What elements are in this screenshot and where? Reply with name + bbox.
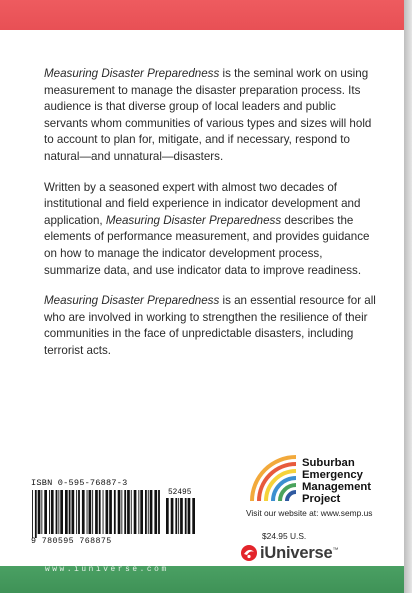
trademark-symbol: ™ bbox=[332, 547, 339, 553]
book-price: $24.95 U.S. bbox=[262, 531, 307, 541]
cover-edge-shadow bbox=[404, 0, 412, 593]
ean-barcode-bars bbox=[31, 490, 161, 538]
book-title-italic: Measuring Disaster Preparedness bbox=[105, 213, 282, 227]
semp-name-line: Emergency bbox=[302, 469, 363, 481]
top-color-band bbox=[0, 0, 404, 30]
book-title-italic: Measuring Disaster Preparedness bbox=[44, 294, 220, 308]
iuniverse-swirl-icon bbox=[240, 544, 258, 562]
semp-name-line: Project bbox=[302, 493, 341, 505]
barcode-price-code: 52495 bbox=[168, 489, 192, 497]
addon-barcode-bars bbox=[165, 498, 199, 538]
description-paragraph-1 bbox=[44, 66, 378, 166]
semp-website-text: Visit our website at: www.semp.us bbox=[246, 508, 373, 518]
imprint-name: iUniverse bbox=[260, 543, 333, 562]
paragraph-text: describes the elements of performance measurement, and provides guidance on how to manage the indicator development process, summarize data, and use indicator data to improve readiness. bbox=[44, 213, 370, 277]
semp-organization-name bbox=[302, 457, 397, 505]
iuniverse-logo bbox=[240, 542, 400, 564]
paragraph-text: Written by a seasoned expert with almost two decades of institutional and field experience in indicator development and application, bbox=[44, 180, 361, 227]
book-title-italic: Measuring Disaster Preparedness bbox=[44, 67, 220, 80]
isbn-barcode bbox=[31, 478, 199, 558]
description-paragraph-3 bbox=[44, 293, 378, 359]
publisher-website-footer: www.iuniverse.com bbox=[45, 566, 169, 574]
semp-logo-icon bbox=[250, 455, 298, 503]
book-description bbox=[44, 66, 378, 374]
ean-digits: 9 780595 768875 bbox=[31, 537, 112, 546]
iuniverse-wordmark bbox=[260, 544, 338, 563]
paragraph-text: is an essential resource for all who are involved in working to strengthen the resilience of their communities in the face of unpredictable disasters, including terrorist acts. bbox=[44, 294, 376, 357]
isbn-number: ISBN 0-595-76887-3 bbox=[31, 478, 128, 488]
semp-name-line: Management bbox=[302, 481, 372, 493]
paragraph-text: is the seminal work on using measurement to manage the disaster preparation process. Its audience is that diverse group of local leaders and public servants whom communities of various types and sizes will hold to account to plan for, mitigate, and if necessary, respond to natural—and unnatural—disasters. bbox=[44, 67, 372, 163]
description-paragraph-2 bbox=[44, 180, 378, 280]
semp-name-line: Suburban bbox=[302, 457, 355, 469]
